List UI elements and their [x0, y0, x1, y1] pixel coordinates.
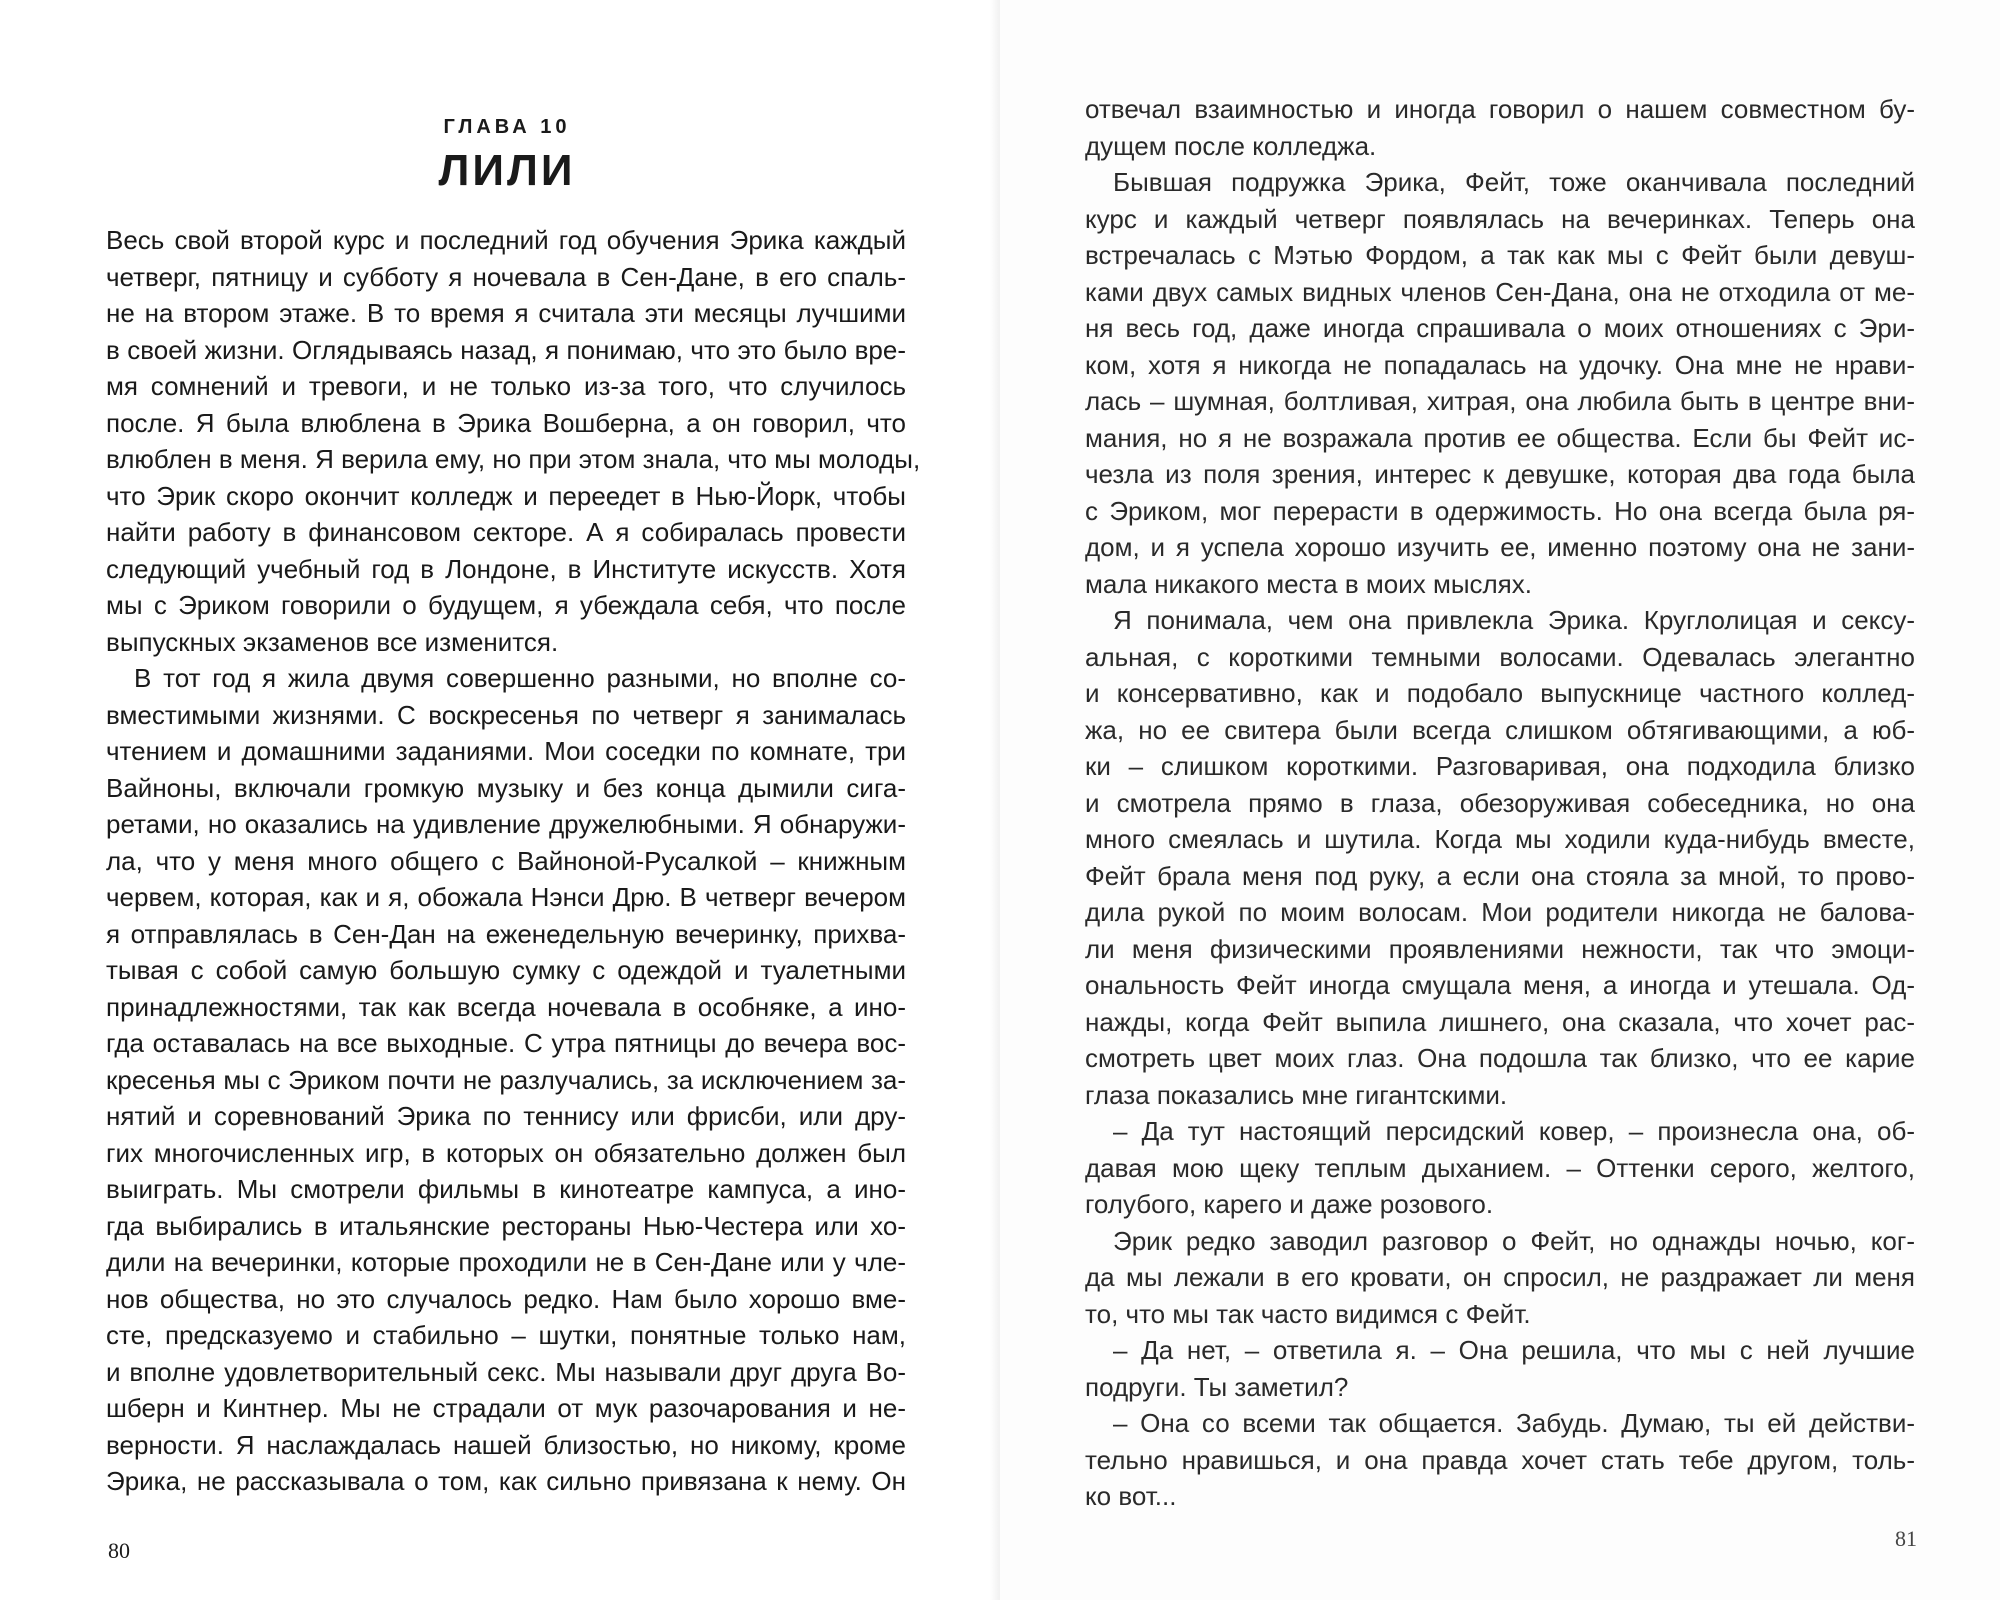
text-line: альная, с короткими темными волосами. Одевалась элегантно	[1085, 641, 1915, 672]
text-line: – Она со всеми так общается. Забудь. Думаю, ты ей действи-	[1113, 1408, 1915, 1438]
paragraph	[1085, 164, 1915, 602]
text-line: много смеялась и шутила. Когда мы ходили куда-нибудь вместе,	[1085, 824, 1915, 854]
text-line: принадлежностями, так как всегда ночевала в особняке, а ино-	[106, 991, 906, 1022]
left-page-body	[106, 222, 921, 1500]
text-line: ком, хотя я никогда не попадалась на удочку. Она мне не нрави-	[1085, 349, 1915, 380]
text-line: жа, но ее свитера были всегда слишком обтягивающими, а юб-	[1085, 714, 1915, 745]
text-line: что Эрик скоро окончит колледж и переедет в Нью-Йорк, чтобы	[106, 480, 906, 511]
text-line: отвечал взаимностью и иногда говорил о нашем совместном бу-	[1085, 94, 1915, 124]
text-line: курс и каждый четверг появлялась на вечеринках. Теперь она	[1085, 203, 1915, 234]
right-page-body	[1085, 91, 1915, 1515]
text-line: я отправлялась в Сен-Дан на еженедельную вечеринку, прихва-	[106, 918, 906, 949]
text-line: чтением и домашними заданиями. Мои соседки по комнате, три	[106, 736, 906, 766]
text-line: найти работу в финансовом секторе. А я собиралась провести	[106, 517, 906, 547]
text-line: не на втором этаже. В то время я считала эти месяцы лучшими	[106, 298, 906, 328]
chapter-label: ГЛАВА 10	[443, 116, 571, 138]
right-page	[1000, 0, 2000, 1600]
text-line: и смотрела прямо в глаза, обезоруживая собеседника, но она	[1085, 787, 1915, 818]
text-line: смотреть цвет моих глаз. Она подошла так близко, что ее карие	[1085, 1043, 1915, 1073]
paragraph	[1085, 602, 1915, 1113]
text-line: дили на вечеринки, которые проходили не в Сен-Дане или у чле-	[106, 1247, 906, 1277]
text-line: ками двух самых видных членов Сен-Дана, она не отходила от ме-	[1085, 276, 1915, 307]
paragraph	[1085, 1223, 1915, 1333]
page-number-left: 80	[108, 1538, 130, 1563]
text-line: шберн и Кинтнер. Мы не страдали от мук разочарования и не-	[106, 1393, 906, 1423]
text-line: Эрика, не рассказывала о том, как сильно привязана к нему. Он	[106, 1466, 906, 1496]
text-line: – Да нет, – ответила я. – Она решила, что мы с ней лучшие	[1113, 1335, 1915, 1365]
text-line: гих многочисленных игр, в которых он обязательно должен был	[106, 1137, 906, 1168]
text-line: вместимыми жизнями. С воскресенья по четверг я занималась	[106, 699, 906, 730]
text-line: ональность Фейт иногда смущала меня, а иногда и утешала. Од-	[1085, 970, 1915, 1000]
text-line: Бывшая подружка Эрика, Фейт, тоже оканчивала последний	[1113, 167, 1915, 197]
paragraph	[1085, 91, 1915, 164]
text-line: ретами, но оказались на удивление дружелюбными. Я обнаружи-	[106, 809, 906, 839]
text-line: – Да тут настоящий персидский ковер, – произнесла она, об-	[1113, 1116, 1915, 1146]
paragraph	[106, 660, 906, 1500]
text-line: четверг, пятницу и субботу я ночевала в Сен-Дане, в его спаль-	[106, 261, 906, 292]
text-line: нов общества, но это случалось редко. Нам было хорошо вме-	[106, 1283, 906, 1314]
text-line: мала никакого места в моих мыслях.	[1085, 568, 1532, 599]
text-line: ня весь год, даже иногда спрашивала о моих отношениях с Эри-	[1085, 313, 1915, 343]
text-line: Эрик редко заводил разговор о Фейт, но однажды ночью, ког-	[1113, 1225, 1915, 1256]
text-line: да мы лежали в его кровати, он спросил, не раздражает ли меня	[1085, 1262, 1915, 1292]
text-line: влюблен в меня. Я верила ему, но при этом знала, что мы молоды,	[106, 444, 921, 474]
text-line: нажды, когда Фейт выпила лишнего, она сказала, что хочет рас-	[1085, 1006, 1915, 1037]
text-line: дущем после колледжа.	[1085, 130, 1377, 161]
text-line: и вполне удовлетворительный секс. Мы называли друг друга Во-	[106, 1356, 906, 1387]
text-line: кресенья мы с Эриком почти не разлучались, за исключением за-	[106, 1064, 906, 1095]
text-line: Вайноны, включали громкую музыку и без конца дымили сига-	[106, 772, 906, 803]
text-line: дом, и я успела хорошо изучить ее, именно поэтому она не зани-	[1085, 532, 1915, 562]
text-line: выиграть. Мы смотрели фильмы в кинотеатре кампуса, а ино-	[106, 1174, 906, 1204]
text-line: подруги. Ты заметил?	[1085, 1371, 1349, 1402]
text-line: и консервативно, как и подобало выпускнице частного коллед-	[1085, 678, 1915, 708]
text-line: Фейт брала меня под руку, а если она стояла за мной, то прово-	[1085, 860, 1915, 891]
text-line: тывая с собой самую большую сумку с одеждой и туалетными	[106, 955, 906, 985]
text-line: голубого, карего и даже розового.	[1085, 1189, 1494, 1219]
text-line: ки – слишком короткими. Разговаривая, она подходила близко	[1085, 751, 1915, 781]
text-line: встречалась с Мэтью Фордом, а так как мы с Фейт были девуш-	[1085, 240, 1915, 270]
text-line: после. Я была влюблена в Эрика Вошберна, а он говорил, что	[106, 407, 906, 438]
text-line: то, что мы так часто видимся с Фейт.	[1085, 1298, 1531, 1329]
text-line: в своей жизни. Оглядываясь назад, я понимаю, что это было вре-	[106, 334, 906, 365]
text-line: глаза показались мне гигантскими.	[1085, 1079, 1508, 1110]
text-line: дила рукой по моим волосам. Мои родители никогда не балова-	[1085, 897, 1915, 927]
text-line: ла, что у меня много общего с Вайноной-Русалкой – книжным	[106, 845, 906, 876]
text-line: с Эриком, мог перерасти в одержимость. Но она всегда была ря-	[1085, 495, 1915, 526]
text-line: нятий и соревнований Эрика по теннису или фрисби, или дру-	[106, 1101, 906, 1131]
text-line: тельно нравишься, и она правда хочет стать тебе другом, толь-	[1085, 1444, 1915, 1475]
text-line: Я понимала, чем она привлекла Эрика. Круглолицая и сексу-	[1113, 605, 1915, 635]
text-line: лась – шумная, болтливая, хитрая, она любила быть в центре вни-	[1085, 386, 1915, 416]
text-line: следующий учебный год в Лондоне, в Институте искусств. Хотя	[106, 553, 906, 584]
text-line: мания, но я не возражала против ее общества. Если бы Фейт ис-	[1085, 422, 1915, 453]
text-line: В тот год я жила двумя совершенно разными, но вполне со-	[134, 663, 906, 693]
paragraph	[1085, 1332, 1915, 1405]
text-line: выпускных экзаменов все изменится.	[106, 626, 559, 657]
text-line: мя сомнений и тревоги, и не только из-за того, что случилось	[106, 371, 906, 401]
text-line: червем, которая, как и я, обожала Нэнси Дрю. В четверг вечером	[106, 882, 906, 912]
paragraph	[1085, 1113, 1915, 1223]
text-line: гда выбирались в итальянские рестораны Нью-Честера или хо-	[106, 1210, 906, 1241]
chapter-title: ЛИЛИ	[438, 146, 576, 195]
text-line: ко вот...	[1085, 1481, 1177, 1511]
paragraph	[1085, 1405, 1915, 1515]
text-line: Весь свой второй курс и последний год обучения Эрика каждый	[106, 225, 906, 255]
text-line: ли меня физическими проявлениями нежности, так что эмоци-	[1085, 933, 1915, 964]
paragraph	[106, 222, 921, 660]
text-line: мы с Эриком говорили о будущем, я убеждала себя, что после	[106, 590, 906, 620]
text-line: чезла из поля зрения, интерес к девушке, которая два года была	[1085, 459, 1915, 489]
text-line: давая мою щеку теплым дыханием. – Оттенки серого, желтого,	[1085, 1152, 1915, 1183]
text-line: верности. Я наслаждалась нашей близостью, но никому, кроме	[106, 1429, 906, 1460]
text-line: сте, предсказуемо и стабильно – шутки, понятные только нам,	[106, 1320, 906, 1350]
page-number-right: 81	[1895, 1526, 1917, 1551]
text-line: гда оставалась на все выходные. С утра пятницы до вечера вос-	[106, 1028, 906, 1058]
